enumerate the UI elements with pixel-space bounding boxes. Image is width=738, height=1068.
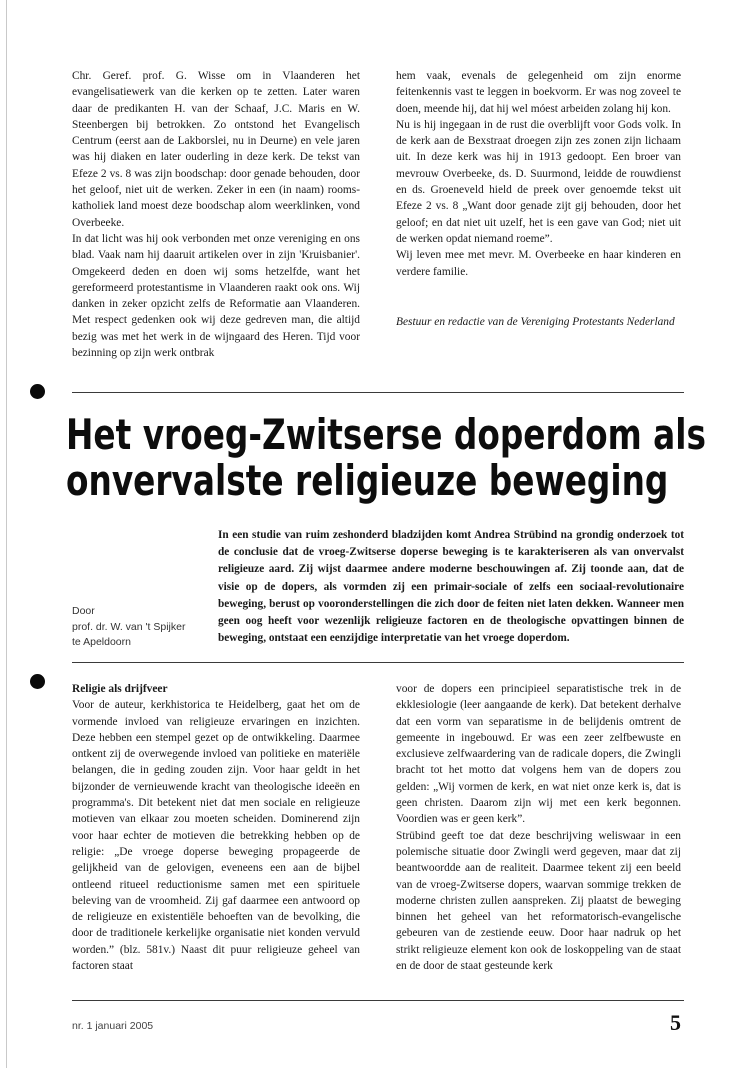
section-divider xyxy=(72,392,684,393)
body-left-column xyxy=(72,681,360,974)
body-right-column xyxy=(396,681,681,974)
top-left-column xyxy=(72,68,360,361)
page-number: 5 xyxy=(670,1010,681,1035)
body-right-paragraph-2: Strübind geeft toe dat deze beschrijving weliswaar in een polemische situatie door Zwingli werd gegeven, maar dat zij beantwoordde aan de realiteit. Daarmee tekent zij een beeld van de vroeg-Zwitserse dopers, waarvan sommige trekken de moderne christen zullen aanspreken. Zij plaatst de beweging binnen het geheel van het reformatorisch-evangelische gebeuren van de zestiende eeuw. Door haar nadruk op het strikt religieuze element kon ook de loskoppeling van de staat en de door de staat gesteunde kerk xyxy=(396,829,681,973)
article-title-line-2: onvervalste religieuze beweging xyxy=(66,456,669,505)
lead-divider xyxy=(72,662,684,663)
top-right-column xyxy=(396,68,681,330)
footer-divider xyxy=(72,1000,684,1001)
page-edge xyxy=(6,0,7,1068)
byline-author: prof. dr. W. van 't Spijker xyxy=(72,620,186,633)
bullet-marker-top xyxy=(30,384,45,399)
top-left-paragraph-2: In dat licht was hij ook verbonden met onze vereniging en ons blad. Vaak nam hij daaruit artikelen over in zijn 'Kruisbanier'. Omgekeerd deden en doen wij soms hetzelfde, want het gereformeerd protestantisme in Vlaanderen raakt ook ons. Wij danken in zeker opzicht zelfs de Reformatie aan Vlaanderen. Met respect gedenken ook wij deze gedreven man, die altijd bezig was met het werk in de wijngaard des Heren. Tijd voor bezinning op zijn werk ontbrak xyxy=(72,232,360,360)
body-left-paragraph: Voor de auteur, kerkhistorica te Heidelberg, gaat het om de vormende invloed van religieuze ervaringen en inzichten. Deze hebben een stempel gezet op de ontwikkeling. Daarmee ontkent zij de overwegende invloed van politieke en materiële belangen, die in geding zouden zijn. Voor haar geldt in het bijzonder de vernieuwende kracht van theologische ideeën en programma's. Dit betekent niet dat men sociale en religieuze motieven van elkaar zou moeten scheiden. Dominerend zijn voor haar echter de motieven die betrekking hebben op de religie: „De vroege doperse beweging propageerde de gelijkheid van de gelovigen, eveneens een aan de bijbel ontleend ritueel reductionisme samen met een spirituele beleving van de vroomheid. Zij gaf daarmee een antwoord op de religieuze en existentiële behoeften van de bevolking, die door de traditionele kerkelijke organisatie niet konden vervuld worden.” (blz. 581v.) Naast dit puur religieuze geheel van factoren staat xyxy=(72,699,360,973)
byline-location: te Apeldoorn xyxy=(72,636,131,648)
byline xyxy=(72,604,217,651)
section-heading: Religie als drijfveer xyxy=(72,683,168,695)
article-lead: In een studie van ruim zeshonderd bladzijden komt Andrea Strübind na grondig onderzoek tot de conclusie dat de vroeg-Zwitserse doperse beweging is te karakteriseren als van onvervalst religieuze aard. Zij wijst daarmee andere moderne beschouwingen af. Zij toonde aan, dat de visie op de dopers, als vormden zij een primair-sociale of zelfs een sociaal-revolutionaire beweging, berust op vooronderstellingen die zich door de feiten niet laten dekken. Wanneer men geen oog heeft voor wezenlijk religieuze factoren en de theologische opvattingen binnen de beweging, ontstaat een eenzijdige interpretatie van het vroege doperdom. xyxy=(218,529,684,645)
bullet-marker-section xyxy=(30,674,45,689)
byline-prefix: Door xyxy=(72,605,95,617)
issue-label: nr. 1 januari 2005 xyxy=(72,1020,154,1032)
article-title-line-1: Het vroeg-Zwitserse doperdom als xyxy=(66,410,707,459)
article-title xyxy=(66,410,707,505)
top-right-paragraph-3: Wij leven mee met mevr. M. Overbeeke en haar kinderen en verdere familie. xyxy=(396,249,681,278)
top-right-paragraph-1: hem vaak, evenals de gelegenheid om zijn enorme feitenkennis vast te leggen in boekvorm. Er was nog zoveel te doen, meende hij, dat hij wel móest arbeiden zolang hij kon. xyxy=(396,70,681,115)
top-right-paragraph-2: Nu is hij ingegaan in de rust die overblijft voor Gods volk. In de kerk aan de Bexstraat droegen zijn zes zonen zijn lichaam uit. In deze kerk was hij in 1913 gedoopt. Een broer van mevrouw Overbeeke, ds. D. Suurmond, leidde de rouwdienst en ds. Groeneveld hield de preek over genoemde tekst uit Efeze 2 vs. 8 „Want door genade zijt gij behouden, door het geloof; en dat niet uit uzelf, het is een gave van God; niet uit de werken opdat niemand roeme”. xyxy=(396,118,681,245)
signoff: Bestuur en redactie van de Vereniging Protestants Nederland xyxy=(396,315,675,328)
body-right-paragraph-1: voor de dopers een principieel separatistische trek in de ekklesiologie (leer aangaande de kerk). Dat betekent derhalve dat een vorm van separatisme in de belijdenis omtrent de gemeente in ingebouwd. Er was een zeer zelfbewuste en exclusieve zelfwaardering van de radicale dopers, die Zwingli bracht tot het motto dat volgens hem van de dopers zou gelden: „Wij vormen de kerk, en wat niet onze kerk is, dat is geen christen. Daarom zijn wij met een kerk begonnen. Voordien was er geen kerk”. xyxy=(396,683,681,826)
top-left-paragraph-1: Chr. Geref. prof. G. Wisse om in Vlaanderen het evangelisatiewerk van die kerken op te zetten. Later waren daar de predikanten H. van der Schaaf, J.C. Maris en W. Steenbergen bij betrokken. Zo ontstond het Evangelisch Centrum (eerst aan de Lakborslei, nu in Deurne) en vele jaren was hij diaken en later ouderling in deze kerk. De tekst van Efeze 2 vs. 8 was zijn boodschap: door genade behouden, door het geloof, niet uit de werken. Zeker in een (in naam) rooms-katholiek land moest deze boodschap alom weerklinken, vond Overbeeke. xyxy=(72,70,360,229)
